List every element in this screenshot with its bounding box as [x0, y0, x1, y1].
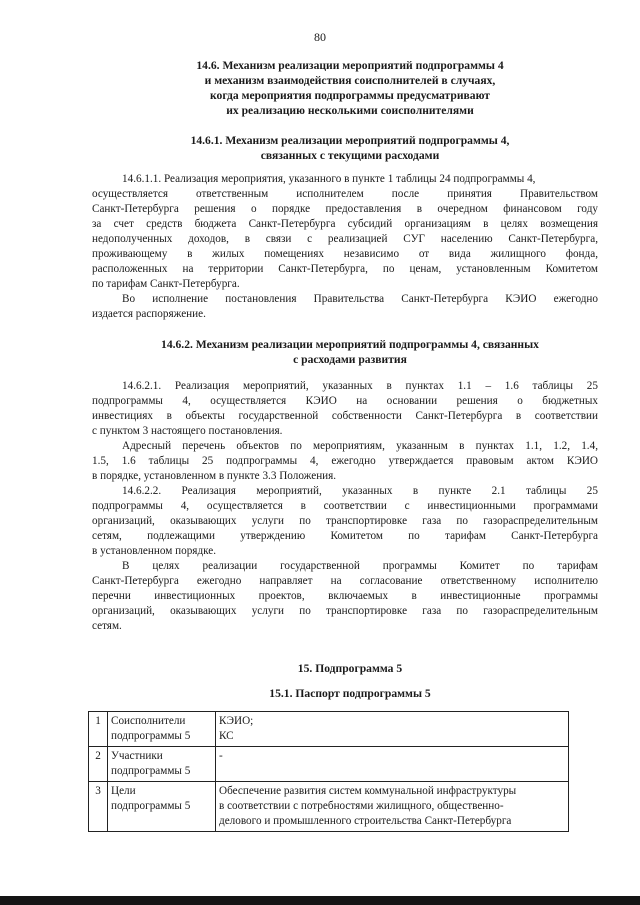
row-label: Соисполнители подпрограммы 5: [108, 712, 216, 747]
paragraph-14-6-2-2: 14.6.2.2. Реализация мероприятий, указанных в пункте 2.1 таблицы 25 подпрограммы 4, осуществляется в соответствии с инвестиционными программами организаций, оказывающих услуги по транспортировке газа по газораспределительным сетям, подлежащими утверждению Комитетом по тарифам Санкт-Петербурга в установленном порядке.: [92, 485, 598, 557]
row-number: 2: [89, 747, 108, 782]
row-number: 3: [89, 782, 108, 832]
section-heading-14-6-1: 14.6.1. Механизм реализации мероприятий подпрограммы 4, связанных с текущими расходами: [190, 134, 510, 162]
paragraph-14-6-2-1: 14.6.2.1. Реализация мероприятий, указанных в пунктах 1.1 – 1.6 таблицы 25 подпрограммы 4, осуществляется КЭИО на основании решения о бюджетных инвестициях в объекты государственной собственности Санкт-Петербурга в соответствии с пунктом 3 настоящего постановления.: [92, 380, 598, 437]
row-label: Участники подпрограммы 5: [108, 747, 216, 782]
paragraph-14-6-1-1: 14.6.1.1. Реализация мероприятия, указанного в пункте 1 таблицы 24 подпрограммы 4, осуществляется ответственным исполнителем после принятия Правительством Санкт-Петербурга решения о порядке предоставления в очередном финансовом году за счет средств бюджета Санкт-Петербурга субсидий организациям в целях возмещения недополученных доходов, в связи с реализацией СУГ населению Санкт-Петербурга, проживающему в жилых помещениях независимо от вида жилищного фонда, расположенных на территории Санкт-Петербурга, по ценам, установленным Комитетом по тарифам Санкт-Петербурга.: [92, 173, 598, 290]
table-row: [89, 747, 569, 782]
paragraph-tariff-committee: В целях реализации государственной программы Комитет по тарифам Санкт-Петербурга ежегодно направляет на согласование ответственному исполнителю перечни инвестиционных проектов, включаемых в инвестиционные программы организаций, оказывающих услуги по транспортировке газа по газораспределительным сетям.: [92, 560, 598, 632]
section-heading-15: 15. Подпрограмма 5: [297, 662, 403, 675]
table-row: [89, 782, 569, 832]
table-row: [89, 712, 569, 747]
row-number: 1: [89, 712, 108, 747]
row-value: -: [216, 747, 569, 782]
section-heading-15-1: 15.1. Паспорт подпрограммы 5: [269, 687, 431, 700]
passport-table: [88, 711, 569, 832]
row-value: КЭИО; КС: [216, 712, 569, 747]
section-heading-14-6-2: 14.6.2. Механизм реализации мероприятий подпрограммы 4, связанных с расходами развития: [161, 338, 539, 366]
section-heading-14-6: 14.6. Механизм реализации мероприятий подпрограммы 4 и механизм взаимодействия соисполнителей в случаях, когда мероприятия подпрограммы предусматривают их реализацию несколькими соисполнителями: [196, 59, 504, 117]
row-label: Цели подпрограммы 5: [108, 782, 216, 832]
paragraph-decree: Во исполнение постановления Правительства Санкт-Петербурга КЭИО ежегодно издается распоряжение.: [92, 293, 598, 320]
paragraph-address-list: Адресный перечень объектов по мероприятиям, указанным в пунктах 1.1, 1.2, 1.4, 1.5, 1.6 таблицы 25 подпрограммы 4, ежегодно утверждается правовым актом КЭИО в порядке, установленном в пункте 3.3 Положения.: [92, 440, 598, 482]
scan-bottom-edge: [0, 896, 640, 905]
page-number: 80: [314, 30, 326, 44]
row-value: Обеспечение развития систем коммунальной инфраструктуры в соответствии с потребностями жилищного, общественно- делового и промышленного строительства Санкт-Петербурга: [216, 782, 569, 832]
